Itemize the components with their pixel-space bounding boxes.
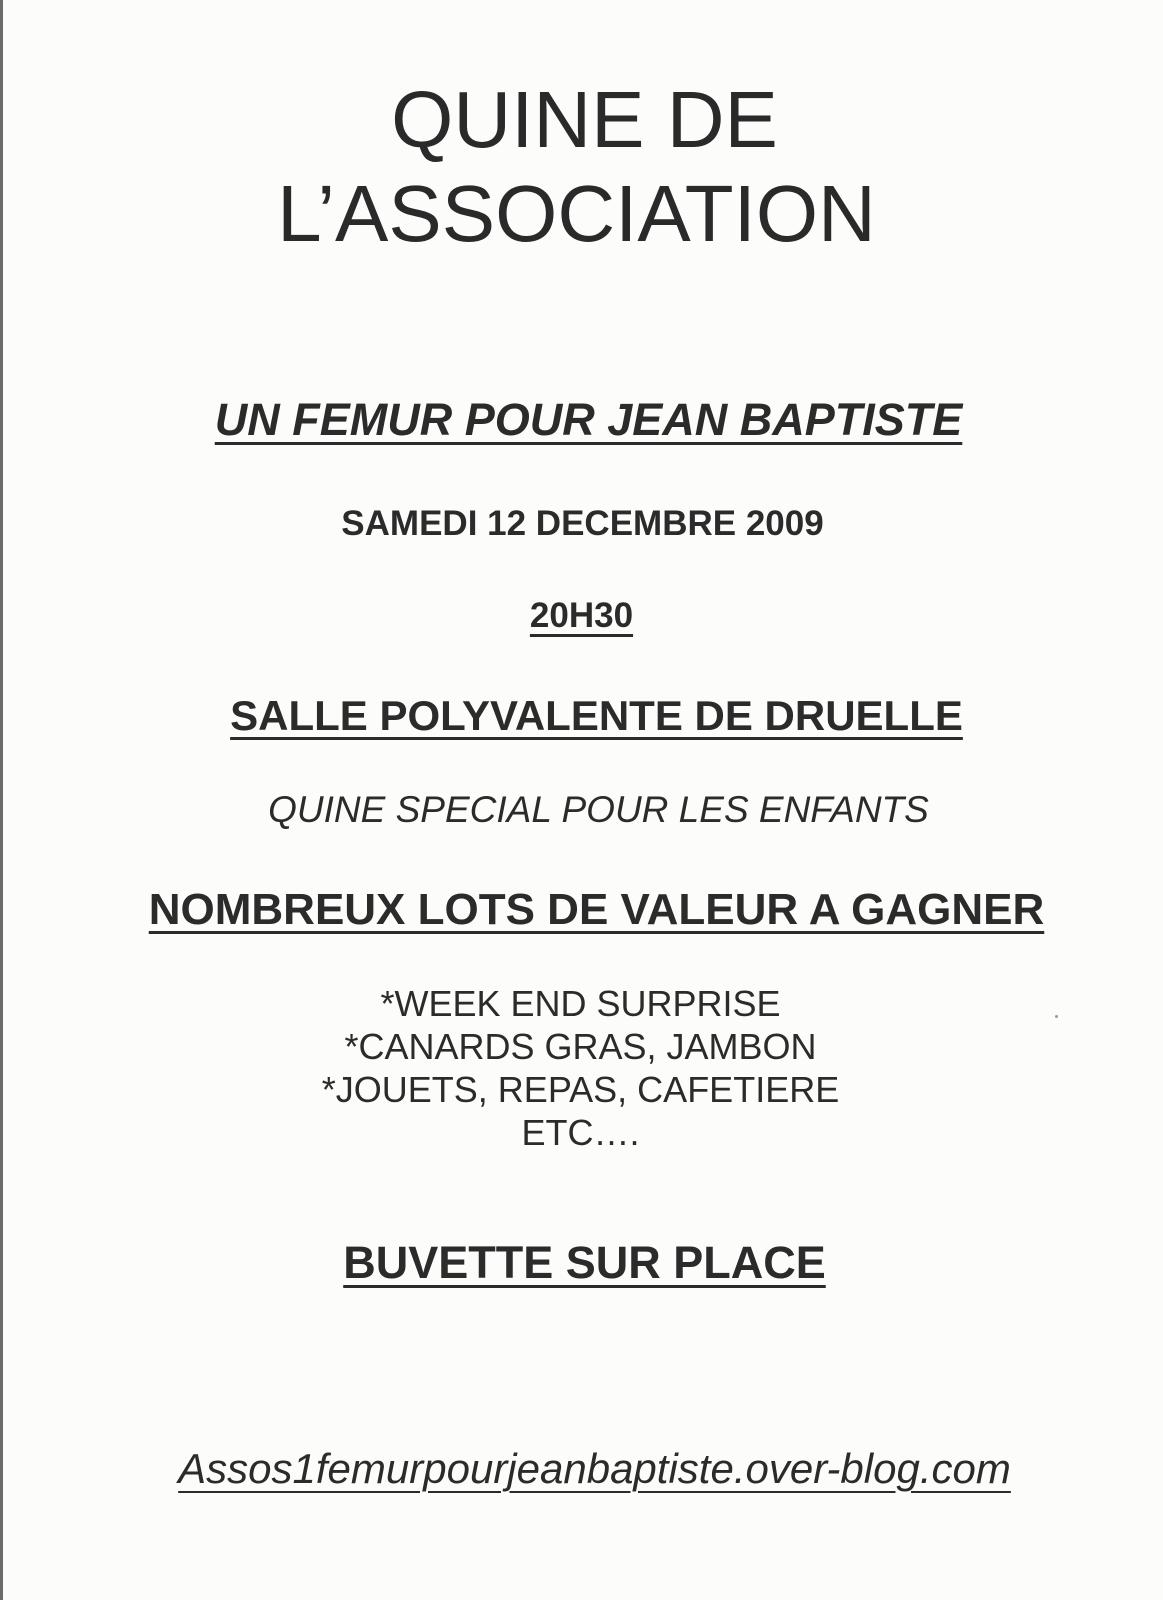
event-venue-text: SALLE POLYVALENTE DE DRUELLE bbox=[230, 692, 963, 739]
title-line-2: L’ASSOCIATION bbox=[277, 169, 876, 258]
event-time-text: 20H30 bbox=[529, 596, 634, 635]
event-venue bbox=[15, 690, 1163, 742]
scan-speck bbox=[1055, 1015, 1058, 1018]
bar-notice-text: BUVETTE SUR PLACE bbox=[343, 1237, 826, 1288]
event-time bbox=[0, 594, 1163, 638]
website-link[interactable]: Assos1femurpourjeanbaptiste.over-blog.com bbox=[178, 1445, 1011, 1492]
association-name-text: UN FEMUR POUR JEAN BAPTISTE bbox=[214, 394, 963, 445]
prizes-heading-text: NOMBREUX LOTS DE VALEUR A GAGNER bbox=[148, 885, 1045, 934]
association-name bbox=[7, 392, 1163, 448]
prize-list bbox=[0, 982, 1162, 1154]
bar-notice bbox=[3, 1235, 1163, 1291]
prize-item: *JOUETS, REPAS, CAFETIERE bbox=[321, 1069, 840, 1110]
title-line-1: QUINE DE bbox=[391, 75, 778, 164]
kids-note: QUINE SPECIAL POUR LES ENFANTS bbox=[268, 789, 929, 830]
prizes-heading bbox=[15, 883, 1163, 937]
prize-item: *CANARDS GRAS, JAMBON bbox=[344, 1026, 817, 1067]
prize-item: ETC…. bbox=[521, 1112, 640, 1153]
event-date: SAMEDI 12 DECEMBRE 2009 bbox=[341, 504, 824, 543]
prize-item: *WEEK END SURPRISE bbox=[380, 983, 781, 1024]
